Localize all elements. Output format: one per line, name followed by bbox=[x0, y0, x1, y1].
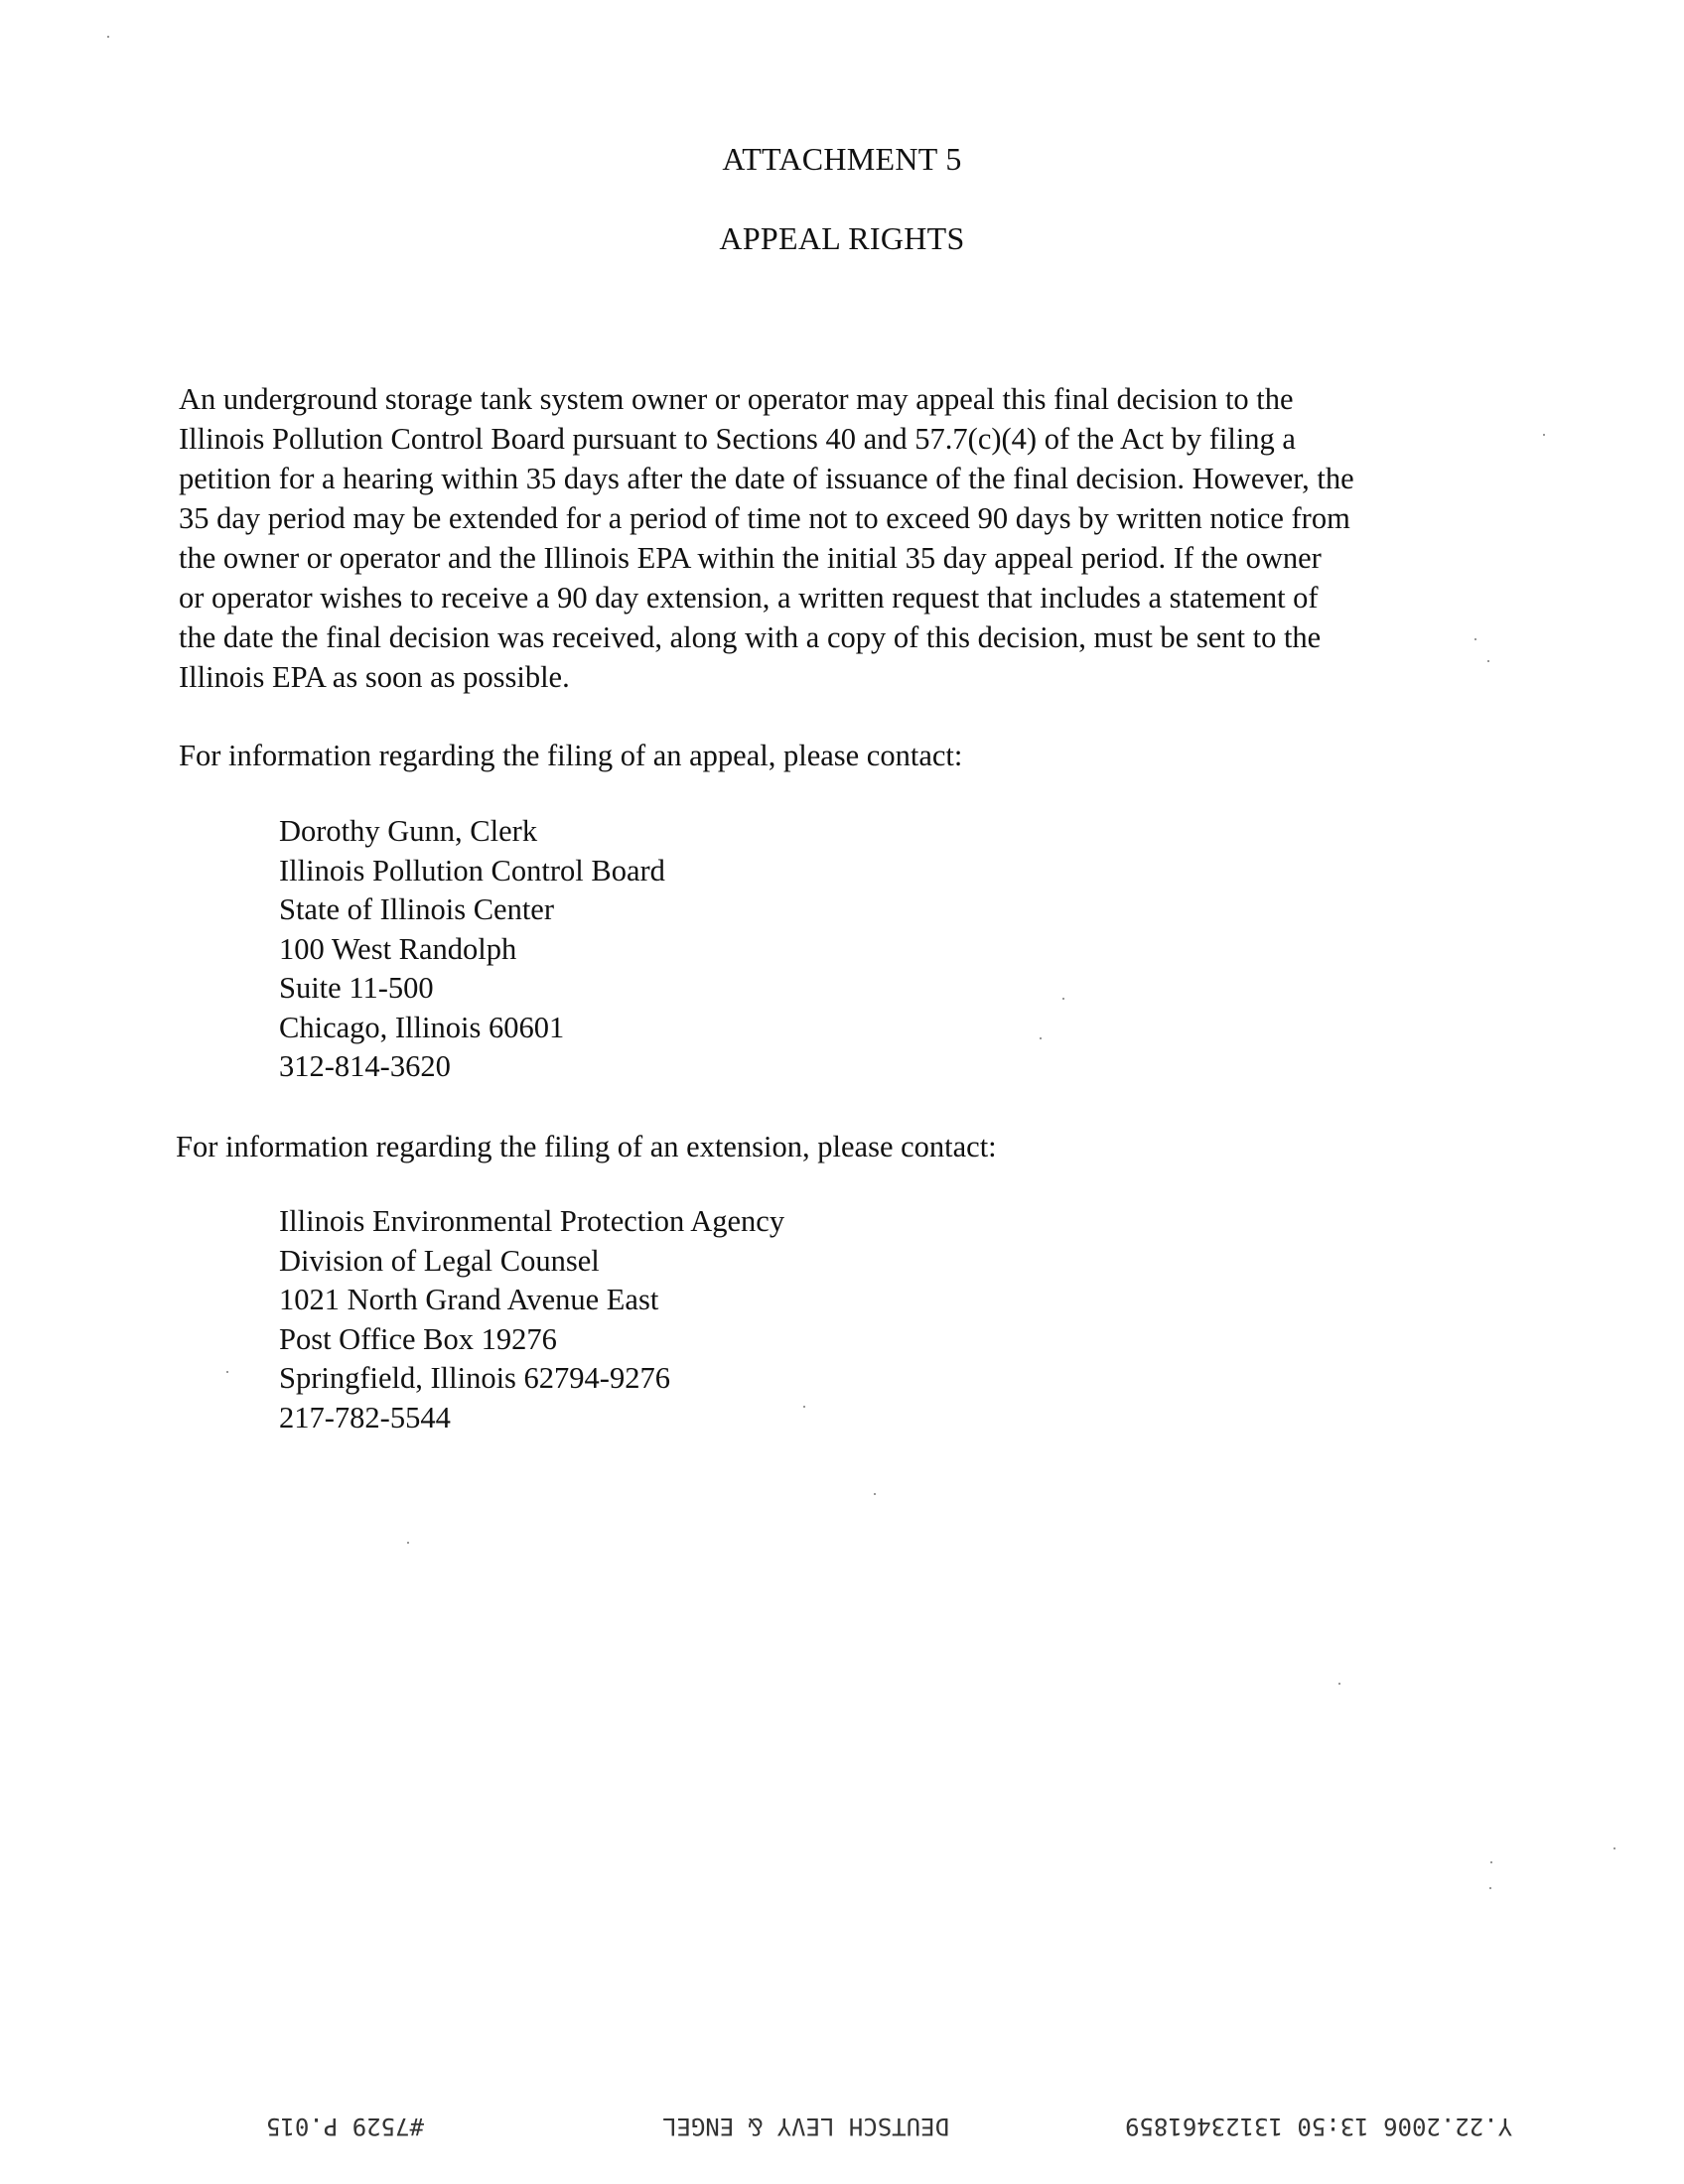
scan-speck bbox=[1487, 660, 1489, 662]
extension-contact-intro-text: For information regarding the filing of an extension, please contact: bbox=[176, 1130, 997, 1163]
scan-speck bbox=[1474, 638, 1476, 640]
scan-speck bbox=[803, 1406, 805, 1408]
scan-speck bbox=[1062, 998, 1064, 1000]
scan-speck bbox=[1614, 1847, 1615, 1849]
appeal-contact-intro-text: For information regarding the filing of an appeal, please contact: bbox=[179, 739, 963, 772]
paragraph-line: the owner or operator and the Illinois EPA within the initial 35 day appeal period. If the owner bbox=[179, 541, 1322, 575]
scan-speck bbox=[1338, 1683, 1340, 1685]
paragraph-line: or operator wishes to receive a 90 day extension, a written request that includes a statement of bbox=[179, 581, 1319, 614]
paragraph-line: petition for a hearing within 35 days after the date of issuance of the final decision. However, the bbox=[179, 462, 1354, 495]
extension-contact-intro bbox=[176, 1127, 1546, 1166]
paragraph-line: Illinois EPA as soon as possible. bbox=[179, 660, 570, 694]
address-line: Illinois Environmental Protection Agency bbox=[279, 1204, 785, 1238]
appeal-rights-paragraph bbox=[179, 379, 1549, 697]
address-line: 100 West Randolph bbox=[279, 931, 517, 966]
address-line: Post Office Box 19276 bbox=[279, 1321, 557, 1356]
paragraph-line: the date the final decision was received, along with a copy of this decision, must be sent to the bbox=[179, 620, 1322, 654]
address-line: Suite 11-500 bbox=[279, 971, 434, 1005]
address-line: 1021 North Grand Avenue East bbox=[279, 1283, 659, 1316]
scan-speck bbox=[874, 1493, 876, 1495]
paragraph-line: 35 day period may be extended for a period of time not to exceed 90 days by written notice from bbox=[179, 501, 1350, 535]
fax-sender-name: DEUTSCH LEVY & ENGEL bbox=[662, 2113, 949, 2140]
scan-speck bbox=[1543, 434, 1545, 436]
paragraph-line: Illinois Pollution Control Board pursuant to Sections 40 and 57.7(c)(4) of the Act by filing a bbox=[179, 422, 1296, 456]
phone-number: 312-814-3620 bbox=[279, 1049, 451, 1083]
extension-contact-address bbox=[279, 1202, 784, 1437]
address-line: Chicago, Illinois 60601 bbox=[279, 1010, 565, 1044]
phone-number: 217-782-5544 bbox=[279, 1400, 451, 1434]
scan-speck bbox=[1490, 1861, 1492, 1863]
paragraph-line: An underground storage tank system owner or operator may appeal this final decision to the bbox=[179, 382, 1294, 416]
appeal-contact-intro bbox=[179, 736, 1549, 775]
address-line: Dorothy Gunn, Clerk bbox=[279, 814, 538, 848]
appeal-rights-heading: APPEAL RIGHTS bbox=[719, 220, 965, 256]
scan-speck bbox=[226, 1371, 228, 1373]
fax-date-stamp: Y.22.2006 13:50 13123461859 bbox=[1125, 2113, 1513, 2140]
address-line: Division of Legal Counsel bbox=[279, 1243, 600, 1278]
scan-speck bbox=[407, 1542, 409, 1544]
address-line: State of Illinois Center bbox=[279, 892, 554, 926]
address-line: Springfield, Illinois 62794-9276 bbox=[279, 1361, 670, 1395]
attachment-heading: ATTACHMENT 5 bbox=[722, 141, 962, 177]
fax-page-number: #7529 P.015 bbox=[266, 2113, 424, 2140]
address-line: Illinois Pollution Control Board bbox=[279, 853, 665, 887]
scan-speck bbox=[1489, 1887, 1491, 1889]
appeal-contact-address bbox=[279, 812, 665, 1087]
scan-speck bbox=[1040, 1037, 1042, 1039]
scan-speck bbox=[107, 36, 109, 38]
